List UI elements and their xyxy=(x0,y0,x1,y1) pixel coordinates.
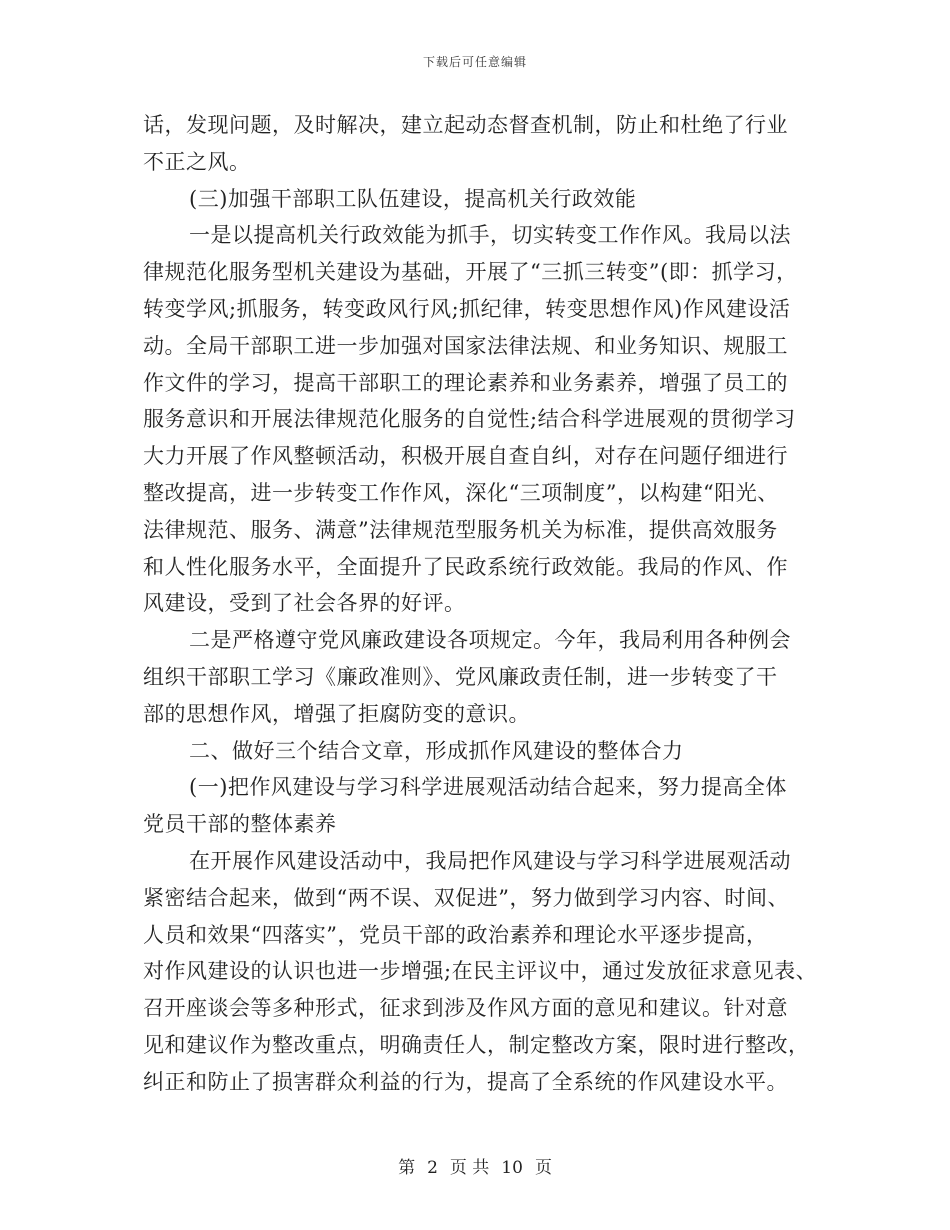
section-heading: (一)把作风建设与学习科学进展观活动结合起来，努力提高全体 xyxy=(189,775,787,800)
text-line: 二是严格遵守党风廉政建设各项规定。今年，我局利用各种例会 xyxy=(189,628,791,653)
text-line: 服务意识和开展法律规范化服务的自觉性;结合科学进展观的贯彻学习 xyxy=(143,407,796,432)
page-current: 2 xyxy=(427,1158,438,1178)
text-line: 律规范化服务型机关建设为基础，开展了“三抓三转变”(即：抓学习， xyxy=(143,260,798,285)
text-line: 召开座谈会等多种形式，征求到涉及作风方面的意见和建议。针对意 xyxy=(143,996,788,1021)
text-line: 在开展作风建设活动中，我局把作风建设与学习科学进展观活动 xyxy=(189,848,791,873)
page-label-suffix: 页 xyxy=(534,1158,552,1178)
text-line: 组织干部职工学习《廉政准则》、党风廉政责任制，进一步转变了干 xyxy=(143,664,778,689)
text-line: 部的思想作风，增强了拒腐防变的意识。 xyxy=(143,701,530,726)
text-line: 大力开展了作风整顿活动，积极开展自查自纠，对存在问题仔细进行 xyxy=(143,444,788,469)
page-total: 10 xyxy=(501,1158,523,1178)
page-label-prefix: 第 xyxy=(398,1158,416,1178)
text-line: 一是以提高机关行政效能为抓手，切实转变工作作风。我局以法 xyxy=(189,223,791,248)
section-heading: 党员干部的整体素养 xyxy=(143,812,337,837)
text-line: 不正之风。 xyxy=(143,149,251,174)
page-label-mid: 页 共 xyxy=(449,1158,490,1178)
text-line: 动。全局干部职工进一步加强对国家法律法规、和业务知识、规服工 xyxy=(143,333,788,358)
page-header: 下载后可任意编辑 xyxy=(422,55,527,69)
page-number-footer xyxy=(0,1153,950,1178)
text-line: 风建设，受到了社会各界的好评。 xyxy=(143,591,466,616)
text-line: 转变学风;抓服务，转变政风行风;抓纪律，转变思想作风)作风建设活 xyxy=(143,296,791,321)
text-line: 整改提高，进一步转变工作作风，深化“三项制度”，以构建“阳光、 xyxy=(143,480,779,505)
text-line: 话，发现问题，及时解决，建立起动态督查机制，防止和杜绝了行业 xyxy=(143,113,788,137)
text-line: 紧密结合起来，做到“两不误、双促进”，努力做到学习内容、时间、 xyxy=(143,885,789,910)
text-line: 作文件的学习，提高干部职工的理论素养和业务素养，增强了员工的 xyxy=(143,370,788,395)
section-heading: 二、做好三个结合文章，形成抓作风建设的整体合力 xyxy=(189,738,684,763)
document-body xyxy=(143,107,823,1101)
text-line: 纠正和防止了损害群众利益的行为，提高了全系统的作风建设水平。 xyxy=(143,1069,788,1094)
section-heading: (三)加强干部职工队伍建设，提高机关行政效能 xyxy=(189,186,637,211)
text-line: 人员和效果“四落实”，党员干部的政治素养和理论水平逐步提高， xyxy=(143,922,768,947)
text-line: 法律规范、服务、满意”法律规范型服务机关为标准，提供高效服务 xyxy=(143,517,778,542)
text-line: 见和建议作为整改重点，明确责任人，制定整改方案，限时进行整改， xyxy=(143,1032,810,1057)
text-line: 和人性化服务水平，全面提升了民政系统行政效能。我局的作风、作 xyxy=(143,554,788,579)
text-line: 对作风建设的认识也进一步增强;在民主评议中，通过发放征求意见表、 xyxy=(143,959,818,984)
